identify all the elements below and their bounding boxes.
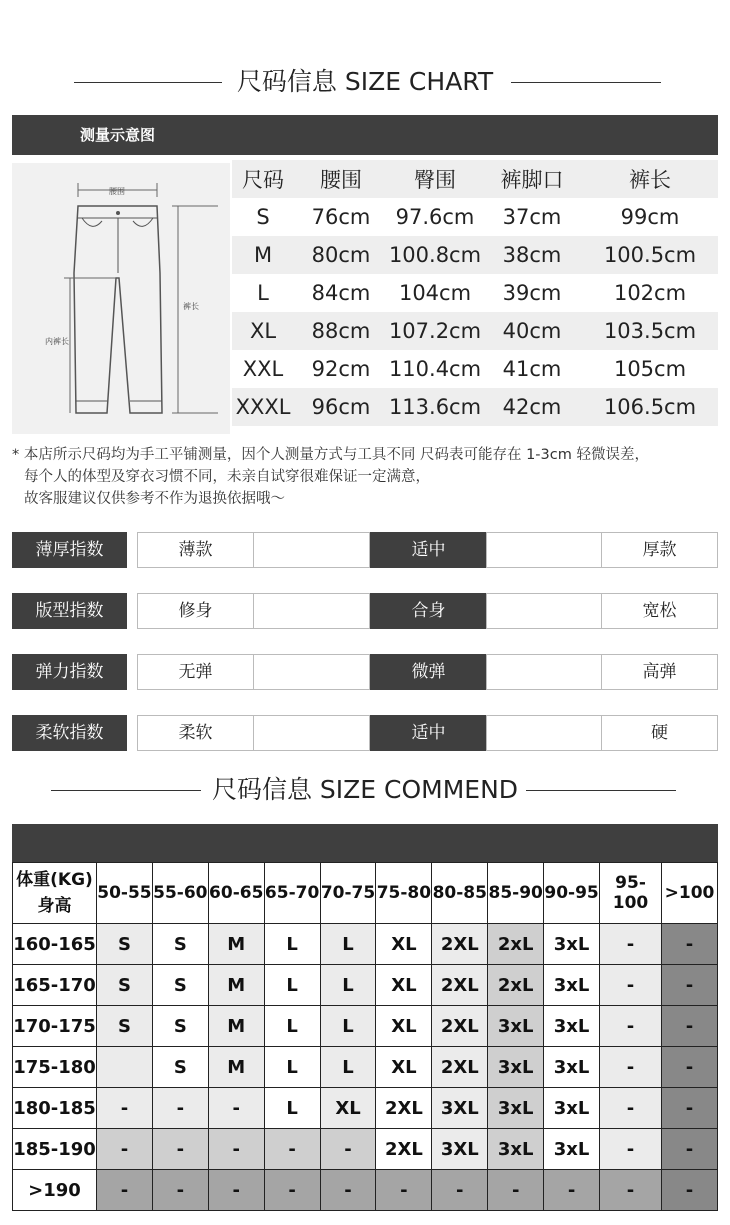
height-label: 175-180 (13, 1047, 97, 1088)
table-cell: 107.2cm (388, 312, 482, 350)
table-cell: XXL (242, 357, 284, 381)
size-cell: - (662, 1170, 718, 1211)
table-cell: L (257, 281, 269, 305)
weight-header: 60-65 (208, 863, 264, 924)
column-header: 臀围 (388, 160, 482, 198)
weight-header: >100 (662, 863, 718, 924)
table-cell: XL (232, 312, 294, 350)
size-cell: L (264, 1088, 320, 1129)
size-cell: - (208, 1129, 264, 1170)
size-cell: - (662, 1047, 718, 1088)
size-cell: - (662, 1129, 718, 1170)
weight-header: 50-55 (97, 863, 153, 924)
size-cell: - (600, 965, 662, 1006)
option-spacer (486, 593, 602, 629)
table-cell: 76cm (311, 205, 371, 229)
table-row (13, 1088, 718, 1129)
size-cell: L (320, 1047, 376, 1088)
weight-header: 85-90 (488, 863, 544, 924)
table-row (232, 312, 718, 350)
size-cell: S (97, 965, 153, 1006)
size-cell: - (376, 1170, 432, 1211)
measurement-note (12, 444, 724, 510)
size-cell: S (97, 1006, 153, 1047)
height-label: 170-175 (13, 1006, 97, 1047)
height-axis-label: 身高 (37, 896, 72, 916)
fit-index-label: 版型指数 (12, 593, 127, 629)
weight-header: 65-70 (264, 863, 320, 924)
size-cell: L (320, 1006, 376, 1047)
measurement-bar (12, 115, 718, 155)
size-cell: 3xL (488, 1088, 544, 1129)
option-spacer (253, 654, 370, 690)
size-cell: - (432, 1170, 488, 1211)
size-cell: - (600, 1006, 662, 1047)
size-cell: S (152, 1047, 208, 1088)
size-cell: XL (376, 1047, 432, 1088)
size-cell: 3XL (432, 1129, 488, 1170)
table-row (232, 274, 718, 312)
table-cell: S (256, 205, 270, 229)
height-label: 180-185 (13, 1088, 97, 1129)
softness-index-row (12, 715, 718, 751)
table-row (232, 350, 718, 388)
size-cell: - (600, 1170, 662, 1211)
softness-index-label: 柔软指数 (12, 715, 127, 751)
pants-outline-illustration (12, 163, 230, 434)
column-header: 腰围 (294, 160, 388, 198)
option-medium-selected: 适中 (370, 715, 487, 751)
corner-cell (13, 863, 97, 924)
size-cell: 3xL (544, 965, 600, 1006)
size-cell: L (320, 965, 376, 1006)
table-cell: 38cm (482, 236, 582, 274)
table-cell: 40cm (482, 312, 582, 350)
size-cell: - (488, 1170, 544, 1211)
table-row (13, 965, 718, 1006)
inseam-label: 内裤长 (45, 337, 69, 346)
option-slim: 修身 (137, 593, 254, 629)
measurement-bar-label: 测量示意图 (80, 126, 156, 144)
size-cell: - (208, 1170, 264, 1211)
size-cell: - (662, 924, 718, 965)
table-cell: 100.8cm (388, 236, 482, 274)
size-commend-title: 尺码信息 SIZE COMMEND (211, 775, 519, 804)
stretch-index-row (12, 654, 718, 690)
column-header: 尺码 (232, 160, 294, 198)
size-cell: 2XL (432, 1006, 488, 1047)
size-cell: L (264, 965, 320, 1006)
height-label: 185-190 (13, 1129, 97, 1170)
size-cell: S (97, 924, 153, 965)
size-cell: - (152, 1129, 208, 1170)
size-cell: 2XL (376, 1129, 432, 1170)
option-hard: 硬 (601, 715, 718, 751)
option-high-stretch: 高弹 (601, 654, 718, 690)
size-table (232, 160, 718, 426)
size-cell: - (208, 1088, 264, 1129)
size-cell: - (662, 1006, 718, 1047)
table-cell: 113.6cm (388, 388, 482, 426)
heading-rule-left (74, 82, 222, 83)
size-cell: 2XL (376, 1088, 432, 1129)
size-cell: 2XL (432, 924, 488, 965)
size-cell: M (208, 924, 264, 965)
table-row (13, 924, 718, 965)
table-cell: 92cm (311, 357, 371, 381)
length-label: 裤长 (183, 302, 199, 311)
size-cell: - (320, 1129, 376, 1170)
weight-header: 90-95 (544, 863, 600, 924)
column-header: 裤脚口 (482, 160, 582, 198)
table-cell: 103.5cm (582, 312, 718, 350)
size-cell: L (264, 924, 320, 965)
size-chart-title: 尺码信息 SIZE CHART (236, 67, 494, 96)
table-row (232, 236, 718, 274)
waist-label: 腰围 (109, 187, 125, 196)
table-cell: 80cm (294, 236, 388, 274)
size-cell: - (320, 1170, 376, 1211)
size-cell: 2XL (432, 965, 488, 1006)
note-line: 故客服建议仅供参考不作为退换依据哦～ (24, 491, 285, 507)
size-cell: XL (376, 965, 432, 1006)
table-cell: 99cm (620, 205, 680, 229)
table-cell: 37cm (502, 205, 562, 229)
table-cell: 110.4cm (388, 357, 482, 381)
size-cell: - (97, 1170, 153, 1211)
table-row (13, 1006, 718, 1047)
weight-axis-label: 体重(KG) (16, 870, 93, 890)
weight-header: 75-80 (376, 863, 432, 924)
size-cell: - (152, 1170, 208, 1211)
option-spacer (486, 532, 602, 568)
option-spacer (253, 715, 370, 751)
size-cell: - (600, 1047, 662, 1088)
column-header: 裤长 (582, 160, 718, 198)
size-cell: - (97, 1129, 153, 1170)
heading-rule-left (51, 790, 201, 791)
size-cell: 3xL (488, 1047, 544, 1088)
size-cell: - (152, 1088, 208, 1129)
fit-index-row (12, 593, 718, 629)
weight-header: 55-60 (152, 863, 208, 924)
weight-header: 80-85 (432, 863, 488, 924)
size-cell: - (600, 1088, 662, 1129)
option-spacer (486, 715, 602, 751)
table-cell: XXXL (232, 388, 294, 426)
size-cell: 2xL (488, 965, 544, 1006)
size-cell: XL (376, 924, 432, 965)
size-cell: M (208, 1047, 264, 1088)
table-cell: 97.6cm (395, 205, 475, 229)
size-cell: 3xL (488, 1129, 544, 1170)
option-soft: 柔软 (137, 715, 254, 751)
size-cell: 3xL (544, 1006, 600, 1047)
height-label: >190 (13, 1170, 97, 1211)
heading-rule-right (511, 82, 661, 83)
size-recommend-table (12, 862, 718, 1211)
size-cell (97, 1047, 153, 1088)
option-spacer (253, 593, 370, 629)
table-cell: 88cm (294, 312, 388, 350)
option-regular-selected: 合身 (370, 593, 487, 629)
size-cell: - (264, 1129, 320, 1170)
option-loose: 宽松 (601, 593, 718, 629)
table-cell: 102cm (613, 281, 687, 305)
size-cell: - (600, 1129, 662, 1170)
size-cell: 3XL (432, 1088, 488, 1129)
table-cell: 105cm (613, 357, 687, 381)
size-cell: XL (320, 1088, 376, 1129)
recommend-header-row (13, 863, 718, 924)
table-row (232, 198, 718, 236)
size-cell: 3xL (544, 1129, 600, 1170)
size-table-header (232, 160, 718, 198)
size-cell: 3xL (544, 1088, 600, 1129)
size-cell: 2xL (488, 924, 544, 965)
height-label: 160-165 (13, 924, 97, 965)
heading-rule-right (526, 790, 676, 791)
size-commend-heading (0, 774, 730, 806)
size-cell: S (152, 965, 208, 1006)
size-cell: L (320, 924, 376, 965)
size-cell: 2XL (432, 1047, 488, 1088)
size-cell: XL (376, 1006, 432, 1047)
table-row (13, 1129, 718, 1170)
size-cell: S (152, 1006, 208, 1047)
weight-header: 70-75 (320, 863, 376, 924)
table-row (13, 1170, 718, 1211)
option-thin: 薄款 (137, 532, 254, 568)
size-cell: L (264, 1047, 320, 1088)
weight-header: 95-100 (600, 863, 662, 924)
option-spacer (486, 654, 602, 690)
size-cell: - (600, 924, 662, 965)
table-cell: 42cm (482, 388, 582, 426)
option-slight-stretch-selected: 微弹 (370, 654, 487, 690)
size-cell: - (544, 1170, 600, 1211)
option-thick: 厚款 (601, 532, 718, 568)
option-no-stretch: 无弹 (137, 654, 254, 690)
size-cell: L (264, 1006, 320, 1047)
table-cell: 104cm (398, 281, 472, 305)
size-cell: S (152, 924, 208, 965)
table-row (13, 1047, 718, 1088)
table-cell: 106.5cm (582, 388, 718, 426)
table-cell: 100.5cm (582, 236, 718, 274)
size-cell: M (208, 1006, 264, 1047)
stretch-index-label: 弹力指数 (12, 654, 127, 690)
table-cell: 96cm (294, 388, 388, 426)
option-medium-selected: 适中 (370, 532, 487, 568)
height-label: 165-170 (13, 965, 97, 1006)
size-cell: 3xL (488, 1006, 544, 1047)
option-spacer (253, 532, 370, 568)
size-cell: - (662, 1088, 718, 1129)
size-cell: M (208, 965, 264, 1006)
size-chart-heading (0, 66, 730, 98)
size-cell: 3xL (544, 1047, 600, 1088)
table-cell: M (232, 236, 294, 274)
thickness-index-row (12, 532, 718, 568)
size-cell: 3xL (544, 924, 600, 965)
table-row (232, 388, 718, 426)
note-line: 每个人的体型及穿衣习惯不同，未亲自试穿很难保证一定满意， (24, 469, 430, 485)
thickness-index-label: 薄厚指数 (12, 532, 127, 568)
size-cell: - (264, 1170, 320, 1211)
size-cell: - (97, 1088, 153, 1129)
table-cell: 84cm (311, 281, 371, 305)
pants-diagram (12, 163, 230, 434)
recommend-header-bar (12, 824, 718, 862)
size-cell: - (662, 965, 718, 1006)
note-line: * 本店所示尺码均为手工平铺测量，因个人测量方式与工具不同 尺码表可能存在 1-3cm 轻微误差， (12, 447, 649, 463)
table-cell: 41cm (502, 357, 562, 381)
table-cell: 39cm (502, 281, 562, 305)
